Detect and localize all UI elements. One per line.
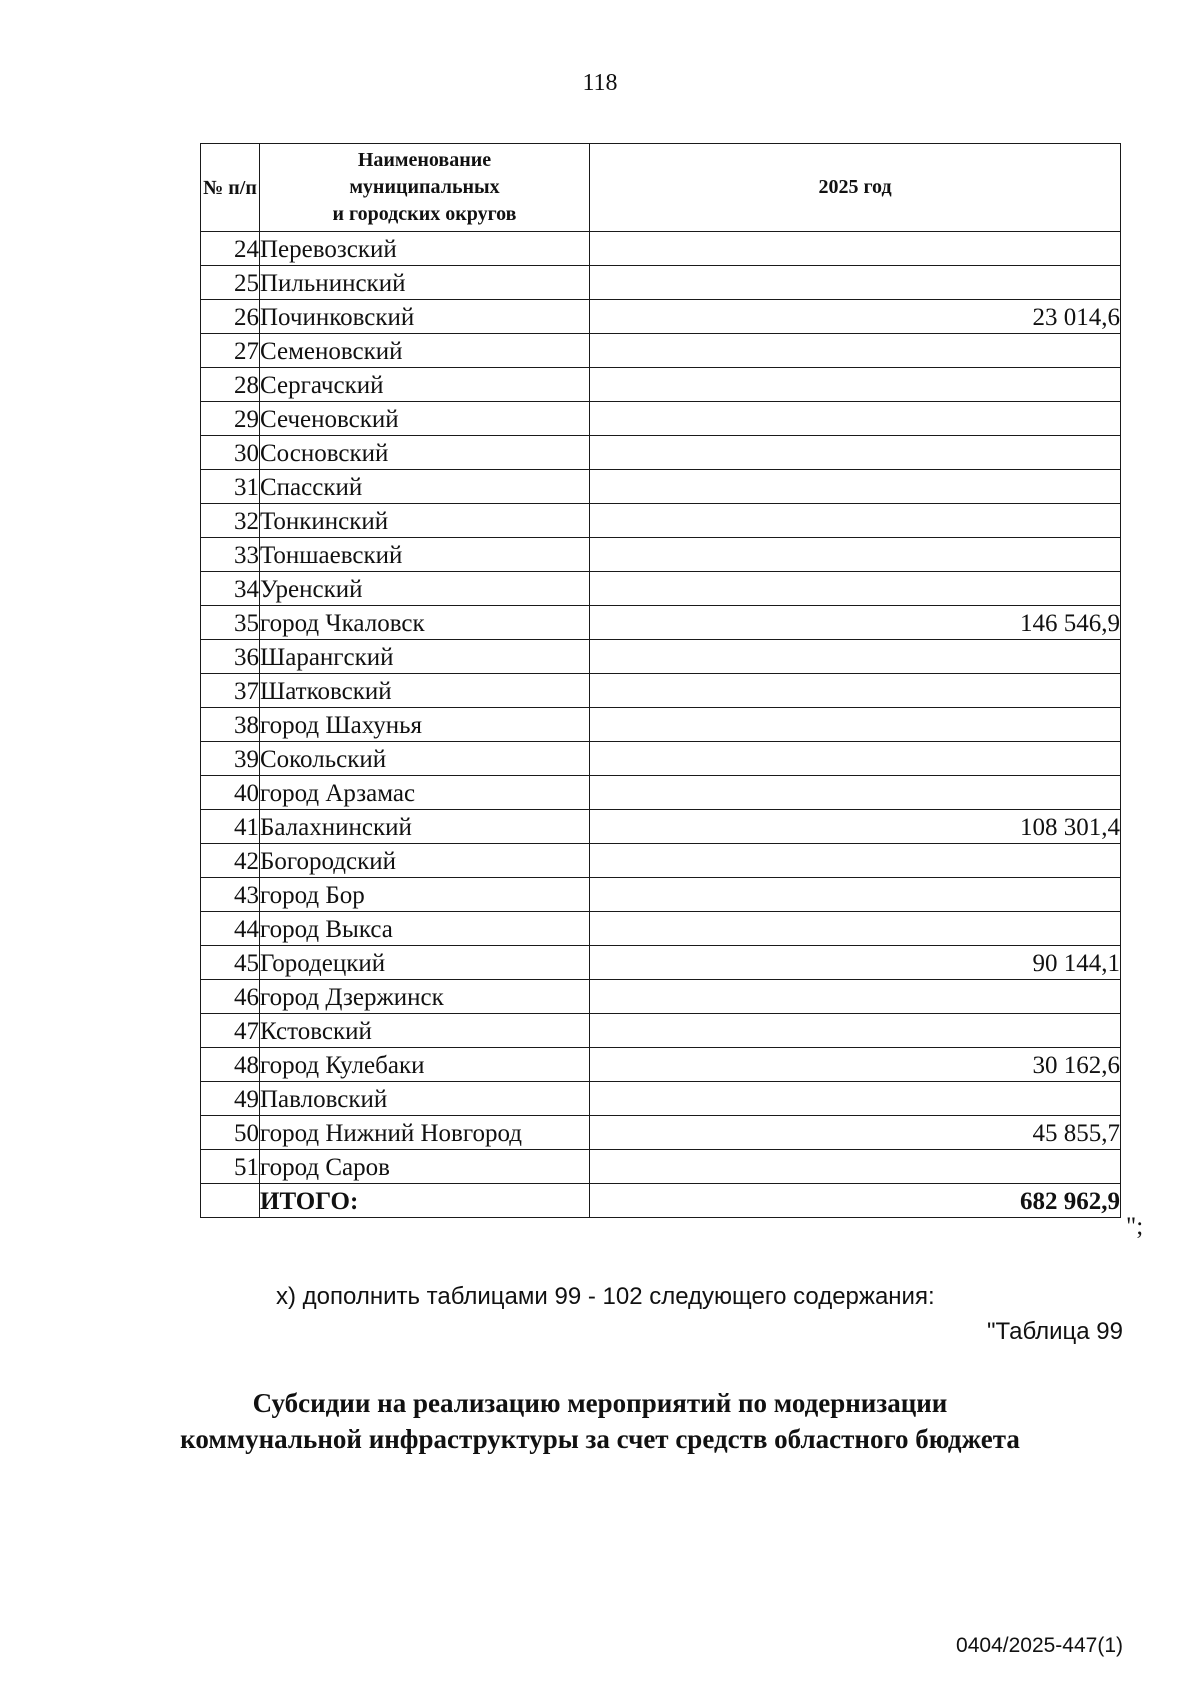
row-value — [590, 1150, 1121, 1184]
row-number: 36 — [201, 640, 260, 674]
table-row — [201, 1048, 1121, 1082]
row-name: город Выкса — [260, 912, 590, 946]
row-number: 45 — [201, 946, 260, 980]
row-name: город Дзержинск — [260, 980, 590, 1014]
row-value — [590, 742, 1121, 776]
row-value — [590, 538, 1121, 572]
row-number: 33 — [201, 538, 260, 572]
row-name: Балахнинский — [260, 810, 590, 844]
table-reference: "Таблица 99 — [987, 1318, 1123, 1345]
table-row — [201, 538, 1121, 572]
table-row — [201, 232, 1121, 266]
table-row — [201, 266, 1121, 300]
row-name: Семеновский — [260, 334, 590, 368]
row-value: 45 855,7 — [590, 1116, 1121, 1150]
row-name: Тоншаевский — [260, 538, 590, 572]
row-number: 39 — [201, 742, 260, 776]
row-value: 23 014,6 — [590, 300, 1121, 334]
row-name: Павловский — [260, 1082, 590, 1116]
row-number: 49 — [201, 1082, 260, 1116]
row-number: 27 — [201, 334, 260, 368]
row-number: 25 — [201, 266, 260, 300]
row-number: 34 — [201, 572, 260, 606]
row-number: 37 — [201, 674, 260, 708]
total-row — [201, 1184, 1121, 1218]
row-value — [590, 674, 1121, 708]
row-name: Сергачский — [260, 368, 590, 402]
row-value — [590, 266, 1121, 300]
row-number: 51 — [201, 1150, 260, 1184]
table-row — [201, 708, 1121, 742]
table-row — [201, 436, 1121, 470]
total-value: 682 962,9 — [590, 1184, 1121, 1218]
row-name: город Чкаловск — [260, 606, 590, 640]
title-line: Субсидии на реализацию мероприятий по модернизации — [252, 1388, 948, 1418]
row-number: 40 — [201, 776, 260, 810]
row-name: Кстовский — [260, 1014, 590, 1048]
row-name: Сокольский — [260, 742, 590, 776]
row-number: 30 — [201, 436, 260, 470]
row-value — [590, 776, 1121, 810]
row-number: 47 — [201, 1014, 260, 1048]
table-row — [201, 878, 1121, 912]
row-value: 90 144,1 — [590, 946, 1121, 980]
table-header-row — [201, 144, 1121, 232]
row-name: Шатковский — [260, 674, 590, 708]
table-body — [201, 232, 1121, 1218]
row-number: 31 — [201, 470, 260, 504]
table-row — [201, 674, 1121, 708]
table-row — [201, 1150, 1121, 1184]
total-label: ИТОГО: — [260, 1184, 590, 1218]
table-row — [201, 810, 1121, 844]
row-number: 43 — [201, 878, 260, 912]
row-value — [590, 844, 1121, 878]
table-row — [201, 606, 1121, 640]
row-value — [590, 504, 1121, 538]
row-value — [590, 980, 1121, 1014]
table-row — [201, 300, 1121, 334]
header-name-line: и городских округов — [332, 203, 517, 225]
page-number: 118 — [582, 70, 618, 96]
table-row — [201, 402, 1121, 436]
row-value — [590, 1082, 1121, 1116]
row-value — [590, 334, 1121, 368]
subsidy-table-container — [200, 143, 1121, 1218]
row-name: город Нижний Новгород — [260, 1116, 590, 1150]
row-number: 42 — [201, 844, 260, 878]
document-title — [0, 1385, 1200, 1457]
document-code: 0404/2025-447(1) — [956, 1634, 1123, 1657]
header-name-line: Наименование — [357, 149, 492, 171]
row-name: Тонкинский — [260, 504, 590, 538]
table-row — [201, 844, 1121, 878]
table-row — [201, 368, 1121, 402]
row-number: 41 — [201, 810, 260, 844]
row-name: Починковский — [260, 300, 590, 334]
header-name-line: муниципальных — [349, 176, 500, 198]
row-value — [590, 436, 1121, 470]
row-number: 26 — [201, 300, 260, 334]
closing-quote-mark: "; — [1126, 1213, 1144, 1240]
table-row — [201, 946, 1121, 980]
row-number: 28 — [201, 368, 260, 402]
amendment-text: х) дополнить таблицами 99 - 102 следующего содержания: — [276, 1283, 935, 1310]
row-value — [590, 878, 1121, 912]
table-row — [201, 1116, 1121, 1150]
row-name: город Саров — [260, 1150, 590, 1184]
total-empty-cell — [201, 1184, 260, 1218]
row-value — [590, 572, 1121, 606]
row-name: Пильнинский — [260, 266, 590, 300]
row-value — [590, 912, 1121, 946]
table-row — [201, 572, 1121, 606]
row-value — [590, 232, 1121, 266]
row-number: 32 — [201, 504, 260, 538]
table-row — [201, 1014, 1121, 1048]
row-value — [590, 1014, 1121, 1048]
row-value: 108 301,4 — [590, 810, 1121, 844]
row-value — [590, 402, 1121, 436]
row-number: 46 — [201, 980, 260, 1014]
row-name: город Арзамас — [260, 776, 590, 810]
table-row — [201, 470, 1121, 504]
row-number: 38 — [201, 708, 260, 742]
row-number: 50 — [201, 1116, 260, 1150]
row-value — [590, 368, 1121, 402]
header-name — [260, 144, 590, 232]
row-value — [590, 470, 1121, 504]
table-row — [201, 742, 1121, 776]
row-name: Уренский — [260, 572, 590, 606]
row-value: 146 546,9 — [590, 606, 1121, 640]
row-number: 29 — [201, 402, 260, 436]
row-name: город Кулебаки — [260, 1048, 590, 1082]
title-line: коммунальной инфраструктуры за счет средств областного бюджета — [180, 1424, 1020, 1454]
row-value — [590, 640, 1121, 674]
table-row — [201, 334, 1121, 368]
row-number: 35 — [201, 606, 260, 640]
table-row — [201, 912, 1121, 946]
table-row — [201, 980, 1121, 1014]
row-name: Сосновский — [260, 436, 590, 470]
table-row — [201, 776, 1121, 810]
row-value: 30 162,6 — [590, 1048, 1121, 1082]
row-name: Сеченовский — [260, 402, 590, 436]
table-row — [201, 504, 1121, 538]
row-name: город Шахунья — [260, 708, 590, 742]
row-number: 24 — [201, 232, 260, 266]
row-name: Городецкий — [260, 946, 590, 980]
row-name: Шарангский — [260, 640, 590, 674]
row-number: 48 — [201, 1048, 260, 1082]
header-num: № п/п — [201, 144, 260, 232]
row-name: Богородский — [260, 844, 590, 878]
row-name: город Бор — [260, 878, 590, 912]
table-row — [201, 640, 1121, 674]
table-row — [201, 1082, 1121, 1116]
row-name: Перевозский — [260, 232, 590, 266]
row-number: 44 — [201, 912, 260, 946]
row-name: Спасский — [260, 470, 590, 504]
header-year: 2025 год — [590, 144, 1121, 232]
subsidy-table — [200, 143, 1121, 1218]
row-value — [590, 708, 1121, 742]
